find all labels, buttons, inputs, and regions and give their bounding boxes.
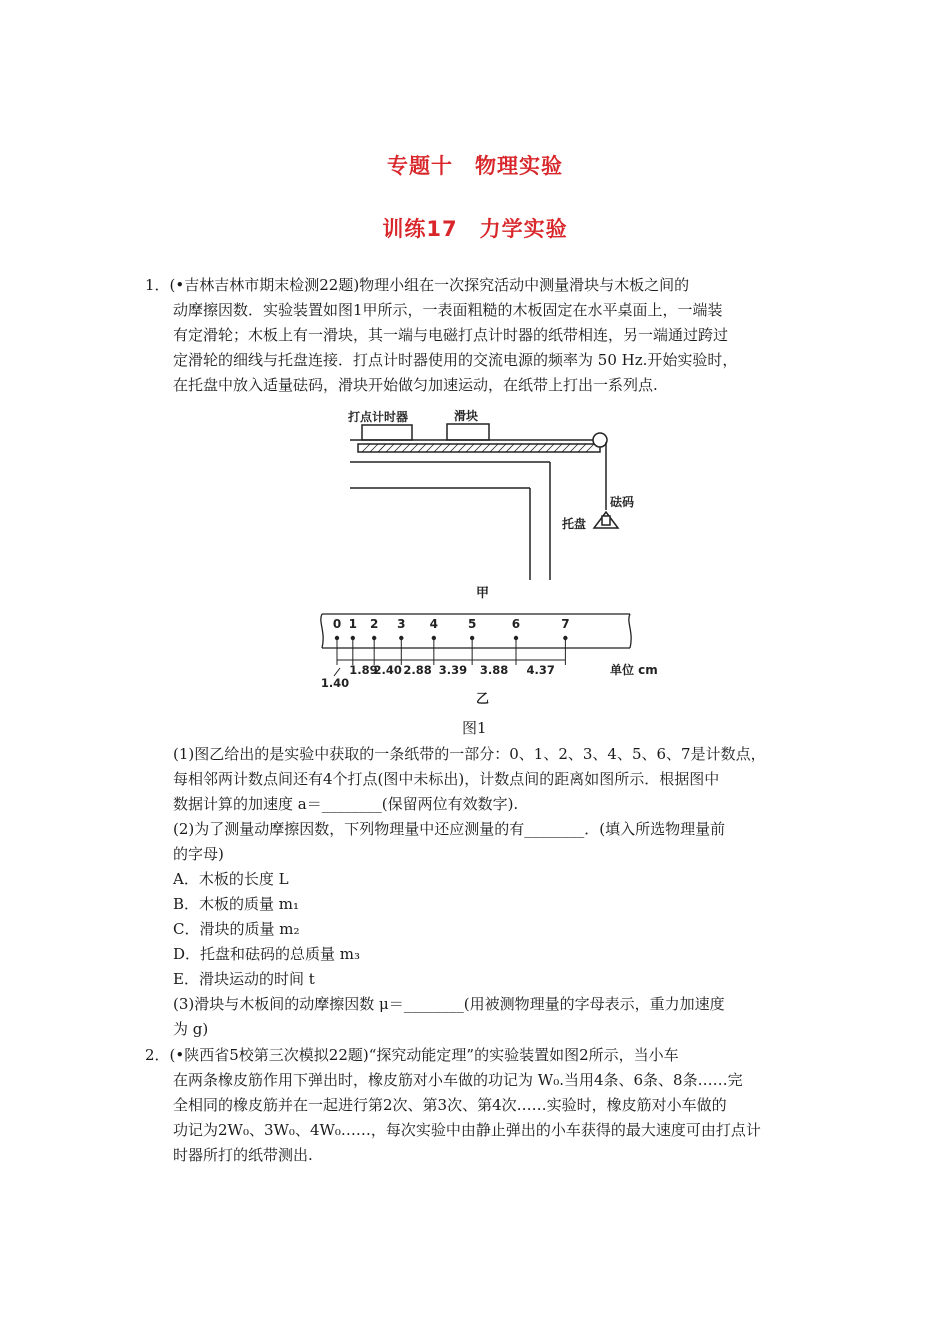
- timer-label: 打点计时器: [348, 410, 409, 424]
- tape-point-label-3: 3: [397, 617, 406, 631]
- apparatus-diagram: [350, 424, 618, 580]
- q1-part-line-1: (1)图乙给出的是实验中获取的一条纸带的一部分：0、1、2、3、4、5、6、7是计数点，: [173, 745, 766, 763]
- option-e: E．滑块运动的时间 t: [173, 970, 315, 988]
- tape-distance-3: 2.88: [403, 663, 432, 677]
- option-a: A．木板的长度 L: [173, 870, 289, 888]
- jia-label: 甲: [476, 586, 490, 601]
- q1-line-1: 1．(•吉林吉林市期末检测22题)物理小组在一次探究活动中测量滑块与木板之间的: [145, 276, 690, 294]
- q1-part-line-11: (3)滑块与木板间的动摩擦因数 μ＝________(用被测物理量的字母表示，重力加速度: [173, 995, 725, 1013]
- q1-part-line-5: 的字母): [173, 845, 224, 863]
- q1-part-line-12: 为 g): [173, 1020, 209, 1038]
- figure-1: [310, 400, 658, 710]
- slider-box: [447, 424, 489, 440]
- tape-distance-5: 3.88: [479, 663, 509, 677]
- q1-line-4: 定滑轮的细线与托盘连接．打点计时器使用的交流电源的频率为 50 Hz.开始实验时，: [173, 351, 738, 369]
- q1-part-line-4: (2)为了测量动摩擦因数，下列物理量中还应测量的有________．(填入所选物理量前: [173, 820, 726, 838]
- chapter-title: 专题十 物理实验: [387, 154, 563, 178]
- q2-line-4: 功记为2W₀、3W₀、4W₀……，每次实验中由静止弹出的小车获得的最大速度可由打点计: [173, 1121, 761, 1139]
- timer-box: [362, 425, 412, 440]
- tape-distance-6: 4.37: [526, 663, 555, 677]
- section-title: 训练17 力学实验: [382, 217, 568, 241]
- tape-point-label-1: 1: [348, 617, 357, 631]
- option-c: C．滑块的质量 m₂: [173, 920, 300, 938]
- weight-block: [602, 516, 610, 525]
- option-b: B．木板的质量 m₁: [173, 895, 300, 913]
- q1-part-line-2: 每相邻两计数点间还有4个打点(图中未标出)，计数点间的距离如图所示．根据图中: [173, 770, 720, 788]
- tray-label: 托盘: [562, 517, 587, 531]
- weight-label: 砝码: [610, 495, 635, 509]
- tape-distance-2: 2.40: [373, 663, 402, 677]
- tape-point-label-2: 2: [369, 617, 379, 631]
- slider-label: 滑块: [454, 409, 479, 423]
- q2-line-1: 2．(•陕西省5校第三次模拟22题)“探究动能定理”的实验装置如图2所示，当小车: [145, 1046, 679, 1064]
- tape-point-label-6: 6: [511, 617, 521, 631]
- tape-distance-0: 1.40: [320, 676, 350, 690]
- tape-point-label-5: 5: [467, 617, 477, 631]
- tape-marks: [321, 617, 570, 690]
- pulley: [593, 433, 607, 447]
- q1-line-2: 动摩擦因数．实验装置如图1甲所示，一表面粗糙的木板固定在水平桌面上，一端装: [173, 301, 723, 319]
- tape-point-label-7: 7: [561, 617, 570, 631]
- option-d: D．托盘和砝码的总质量 m₃: [173, 945, 361, 963]
- tape-distance-1: 1.89: [349, 663, 378, 677]
- q2-line-5: 时器所打的纸带测出.: [173, 1146, 313, 1164]
- unit-label: 单位 cm: [610, 663, 658, 677]
- tape-distance-4: 3.39: [438, 663, 468, 677]
- q1-part-line-3: 数据计算的加速度 a＝________(保留两位有效数字).: [173, 795, 519, 813]
- tape-pointer: [334, 668, 340, 676]
- yi-label: 乙: [476, 692, 490, 707]
- q2-line-2: 在两条橡皮筋作用下弹出时，橡皮筋对小车做的功记为 W₀.当用4条、6条、8条……完: [173, 1071, 743, 1089]
- tape-point-label-0: 0: [332, 617, 342, 631]
- figure-caption: 图1: [462, 719, 487, 737]
- q1-line-3: 有定滑轮；木板上有一滑块，其一端与电磁打点计时器的纸带相连，另一端通过跨过: [173, 326, 729, 344]
- q2-line-3: 全相同的橡皮筋并在一起进行第2次、第3次、第4次……实验时，橡皮筋对小车做的: [173, 1096, 727, 1114]
- tape-point-label-4: 4: [429, 617, 439, 631]
- q1-line-5: 在托盘中放入适量砝码，滑块开始做匀加速运动，在纸带上打出一系列点.: [173, 376, 658, 394]
